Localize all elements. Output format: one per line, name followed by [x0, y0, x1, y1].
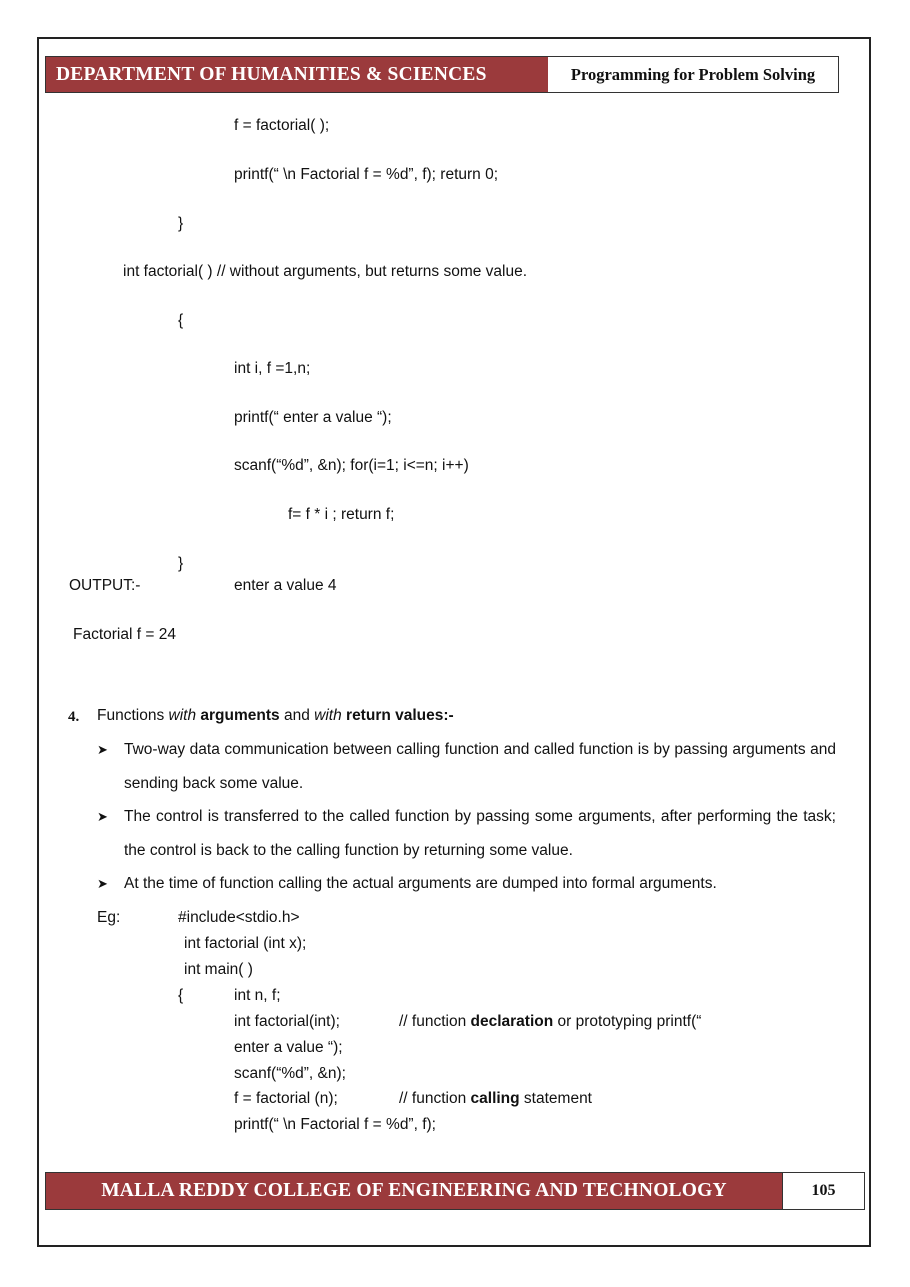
code-comment: // function calling statement: [399, 1090, 592, 1107]
code-line: int factorial (int x);: [184, 935, 307, 952]
page-number: 105: [782, 1173, 864, 1209]
output-line: Factorial f = 24: [73, 626, 176, 643]
code-comment: // function declaration or prototyping printf(“: [399, 1013, 702, 1030]
code-line: int i, f =1,n;: [234, 360, 311, 377]
code-line: int main( ): [184, 961, 253, 978]
code-line: int factorial(int);: [234, 1013, 340, 1030]
code-line: scanf(“%d”, &n);: [234, 1065, 346, 1082]
code-line: int n, f;: [234, 987, 281, 1004]
code-line: }: [178, 215, 184, 232]
code-line: printf(“ enter a value “);: [234, 409, 392, 426]
section-heading: Functions with arguments and with return values:-: [97, 707, 454, 724]
code-line: {: [178, 987, 184, 1004]
output-line: enter a value 4: [234, 577, 337, 594]
code-line: #include<stdio.h>: [178, 909, 300, 926]
output-label: OUTPUT:-: [69, 577, 141, 594]
section-number: 4.: [68, 709, 80, 725]
department-title: DEPARTMENT OF HUMANITIES & SCIENCES: [46, 57, 548, 92]
arrow-bullet-icon: ➤: [97, 876, 108, 891]
arrow-bullet-icon: ➤: [97, 809, 108, 824]
code-line: enter a value “);: [234, 1039, 343, 1056]
code-line: {: [178, 312, 184, 329]
bullet-text: Two-way data communication between calling function and called function is by passing arguments and sending back some value.: [124, 741, 836, 792]
code-line: scanf(“%d”, &n); for(i=1; i<=n; i++): [234, 457, 469, 474]
code-line: f= f * i ; return f;: [288, 506, 395, 523]
arrow-bullet-icon: ➤: [97, 742, 108, 757]
code-line: int factorial( ) // without arguments, but returns some value.: [123, 263, 528, 280]
page-header: [45, 56, 839, 93]
course-title: Programming for Problem Solving: [548, 57, 838, 92]
code-line: }: [178, 555, 184, 572]
code-line: printf(“ \n Factorial f = %d”, f); return 0;: [234, 166, 499, 183]
code-line: printf(“ \n Factorial f = %d”, f);: [234, 1116, 436, 1133]
code-line: f = factorial (n);: [234, 1090, 338, 1107]
college-name: MALLA REDDY COLLEGE OF ENGINEERING AND TECHNOLOGY: [46, 1173, 782, 1209]
example-label: Eg:: [97, 909, 121, 926]
bullet-text: At the time of function calling the actual arguments are dumped into formal arguments.: [124, 875, 717, 892]
page-footer: [45, 1172, 865, 1210]
bullet-text: The control is transferred to the called function by passing some arguments, after performing the task; the control is back to the calling function by returning some value.: [124, 808, 836, 859]
code-line: f = factorial( );: [234, 117, 330, 134]
